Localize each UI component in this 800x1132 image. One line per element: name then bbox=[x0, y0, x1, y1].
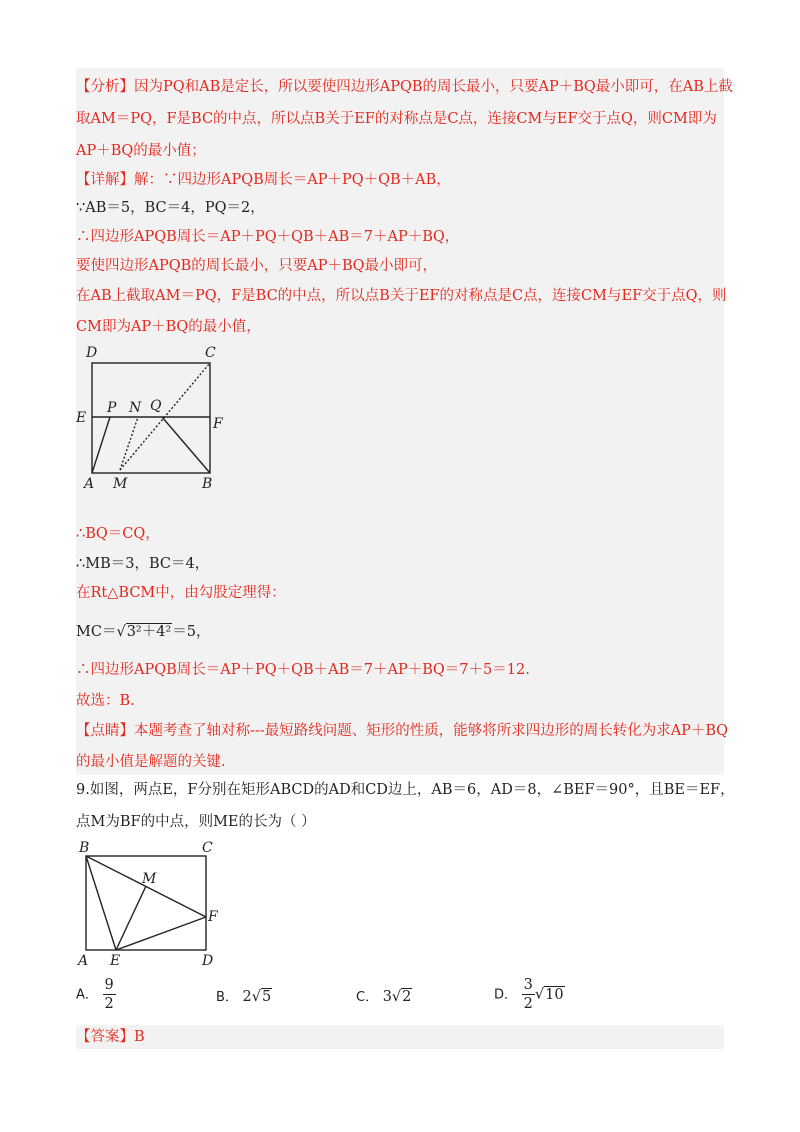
option-c[interactable] bbox=[356, 986, 412, 1005]
option-b-radicand: 5 bbox=[262, 989, 272, 1005]
analysis-line-1: 【分析】因为PQ和AB是定长，所以要使四边形APQB的周长最小，只要AP＋BQ最小即可，在AB上截 bbox=[76, 79, 733, 95]
label-b2: B bbox=[79, 840, 90, 856]
option-a-label: A． bbox=[76, 987, 98, 1003]
label-a: A bbox=[84, 476, 95, 492]
label-c2: C bbox=[202, 840, 213, 856]
label-e: E bbox=[76, 410, 87, 426]
answer-block bbox=[76, 1025, 724, 1049]
option-a-numerator: 9 bbox=[104, 977, 114, 993]
label-d2: D bbox=[202, 953, 214, 968]
label-d: D bbox=[86, 345, 98, 361]
analysis-line-8: 在AB上截取AM＝PQ，F是BC的中点，所以点B关于EF的对称点是C点，连接CM与EF交于点Q，则 bbox=[76, 288, 727, 304]
option-b-coef: 2 bbox=[242, 989, 252, 1005]
question-9-line-1: 9.如图，两点E，F分别在矩形ABCD的AD和CD边上，AB＝6，AD＝8，∠BEF＝90°，且BE＝EF， bbox=[76, 782, 735, 798]
option-a-denominator: 2 bbox=[104, 996, 114, 1012]
option-b[interactable] bbox=[216, 986, 272, 1005]
choice-line: 故选：B. bbox=[76, 693, 135, 709]
option-a-fraction bbox=[103, 976, 116, 1013]
option-c-coef: 3 bbox=[382, 989, 392, 1005]
option-c-label: C． bbox=[356, 990, 379, 1005]
label-n: N bbox=[129, 400, 142, 416]
analysis-line-2: 取AM＝PQ，F是BC的中点，所以点B关于EF的对称点是C点，连接CM与EF交于点Q，则CM即为 bbox=[76, 111, 717, 127]
perimeter-line: ∴四边形APQB周长＝AP＋PQ＋QB＋AB＝7＋AP＋BQ＝7＋5＝12. bbox=[76, 662, 530, 678]
label-q: Q bbox=[150, 398, 162, 414]
label-f2: F bbox=[208, 909, 218, 925]
analysis-line-6: ∴四边形APQB周长＝AP＋PQ＋QB＋AB＝7＋AP＋BQ， bbox=[76, 229, 460, 245]
option-d-fraction bbox=[522, 976, 535, 1013]
label-p: P bbox=[107, 400, 117, 416]
label-a2: A bbox=[78, 953, 89, 968]
comment-line-1: 【点睛】本题考查了轴对称---最短路线问题、矩形的性质，能够将所求四边形的周长转化为求AP＋BQ bbox=[76, 723, 728, 739]
sqrt-sign-icon: √ bbox=[391, 989, 402, 1005]
analysis-line-9: CM即为AP＋BQ的最小值， bbox=[76, 319, 261, 335]
mc-right: ＝5， bbox=[172, 624, 211, 640]
mc-left: MC＝ bbox=[76, 624, 117, 640]
label-m2: M bbox=[142, 871, 157, 887]
option-b-label: B． bbox=[216, 990, 238, 1005]
option-d-radicand: 10 bbox=[545, 986, 564, 1003]
sqrt-sign-icon: √ bbox=[534, 986, 545, 1003]
after-fig-line-1: ∴BQ＝CQ， bbox=[76, 526, 160, 542]
label-m: M bbox=[113, 476, 128, 492]
label-e2: E bbox=[110, 953, 121, 968]
label-c: C bbox=[205, 345, 216, 361]
label-b: B bbox=[202, 476, 213, 492]
after-fig-line-2: ∴MB＝3，BC＝4， bbox=[76, 556, 210, 572]
after-fig-line-3: 在Rt△BCM中，由勾股定理得： bbox=[76, 585, 286, 601]
answer-line: 【答案】B bbox=[76, 1029, 145, 1045]
option-d-label: D． bbox=[494, 987, 518, 1003]
mc-formula bbox=[76, 622, 211, 642]
comment-line-2: 的最小值是解题的关键. bbox=[76, 754, 226, 770]
option-d-denominator: 2 bbox=[523, 996, 533, 1012]
sqrt-sign-icon: √ bbox=[116, 624, 126, 640]
figure-rectangle-abcd bbox=[76, 838, 236, 968]
sqrt-sign-icon: √ bbox=[251, 989, 262, 1005]
analysis-line-7: 要使四边形APQB的周长最小，只要AP＋BQ最小即可， bbox=[76, 258, 438, 274]
figure-rectangle-apqb bbox=[76, 340, 236, 495]
option-c-radicand: 2 bbox=[402, 989, 412, 1005]
option-d-numerator: 3 bbox=[523, 977, 533, 993]
analysis-line-5: ∵AB＝5，BC＝4，PQ＝2， bbox=[76, 200, 265, 216]
option-d[interactable] bbox=[494, 976, 565, 1013]
question-9-line-2: 点M为BF的中点，则ME的长为（ ） bbox=[76, 814, 316, 830]
analysis-line-3: AP＋BQ的最小值； bbox=[76, 143, 206, 159]
option-a[interactable] bbox=[76, 976, 116, 1013]
analysis-line-4: 【详解】解：∵四边形APQB周长＝AP＋PQ＋QB＋AB， bbox=[76, 172, 451, 188]
mc-radicand: 3²＋4² bbox=[126, 624, 172, 640]
label-f: F bbox=[213, 416, 223, 432]
